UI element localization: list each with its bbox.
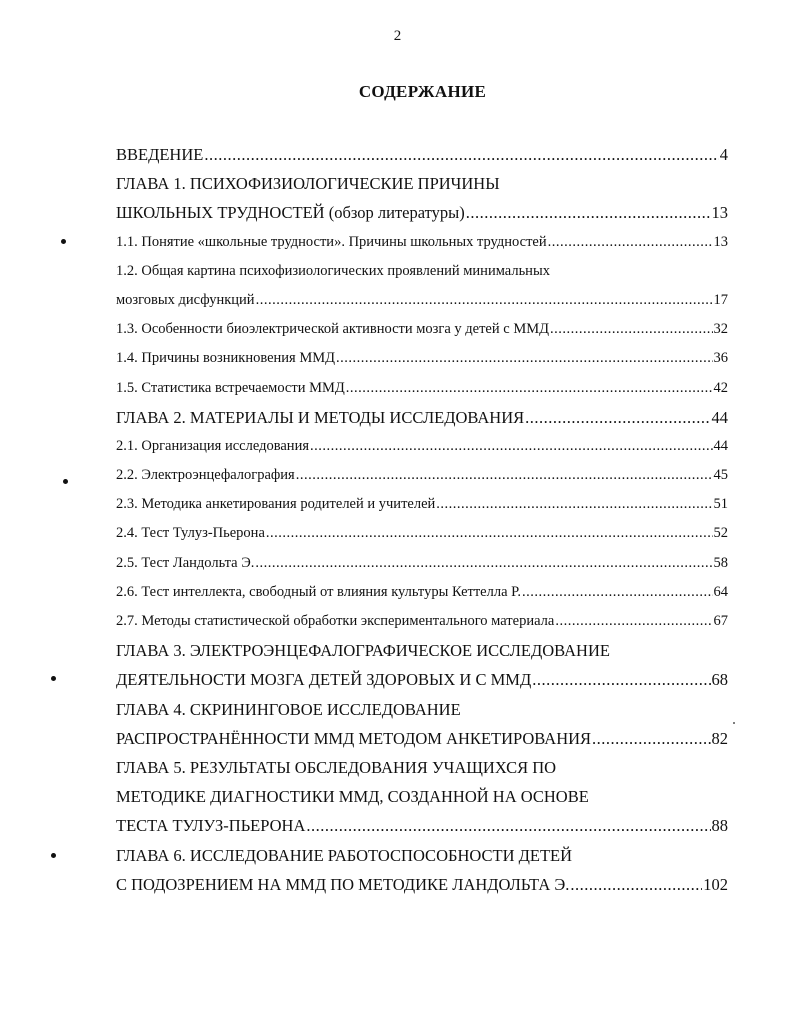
toc-dot-leader (550, 315, 713, 344)
page-title: СОДЕРЖАНИЕ (358, 82, 487, 101)
toc-entry-title: ГЛАВА 5. РЕЗУЛЬТАТЫ ОБСЛЕДОВАНИЯ УЧАЩИХСЯ ПО (116, 757, 557, 777)
toc-entry (116, 753, 728, 782)
toc-entry-title: 1.1. Понятие «школьные трудности». Причины школьных трудностей (116, 233, 547, 250)
toc-entry-page: 58 (713, 554, 728, 571)
toc-entry-page: 17 (713, 291, 728, 308)
toc-dot-leader (346, 374, 713, 403)
toc-entry (116, 461, 728, 490)
toc-dot-leader (548, 228, 713, 257)
toc-entry (116, 344, 728, 373)
toc-entry-page: 67 (713, 613, 728, 629)
toc-entry (116, 228, 728, 257)
toc-entry-title: ГЛАВА 2. МАТЕРИАЛЫ И МЕТОДЫ ИССЛЕДОВАНИЯ (116, 407, 525, 427)
toc-entry (116, 607, 728, 636)
toc-dot-leader (436, 490, 712, 519)
toc-entry-page: 68 (711, 670, 728, 690)
toc-entry-page: 13 (711, 203, 728, 223)
toc-entry-title: 2.3. Методика анкетирования родителей и учителей (116, 496, 436, 513)
toc-entry-title: ШКОЛЬНЫХ ТРУДНОСТЕЙ (обзор литературы) (116, 203, 465, 223)
toc-entry-title: 1.4. Причины возникновения ММД (116, 350, 336, 367)
toc-entry (116, 665, 728, 694)
toc-entry-title: 1.2. Общая картина психофизиологических проявлений минимальных (116, 262, 550, 279)
toc-entry-title: ДЕЯТЕЛЬНОСТИ МОЗГА ДЕТЕЙ ЗДОРОВЫХ И С ММД (116, 670, 532, 690)
toc-entry-page: 102 (703, 874, 728, 894)
toc-entry-page: 52 (713, 525, 728, 542)
toc-entry-page: 44 (711, 407, 728, 427)
toc-entry (116, 490, 728, 519)
toc-entry (116, 315, 728, 344)
toc-dot-leader (266, 519, 713, 548)
toc-entry (116, 782, 728, 811)
toc-entry (116, 870, 728, 899)
toc-entry-title: ГЛАВА 4. СКРИНИНГОВОЕ ИССЛЕДОВАНИЕ (116, 699, 461, 719)
toc-entry-title: С ПОДОЗРЕНИЕМ НА ММД ПО МЕТОДИКЕ ЛАНДОЛЬТА Э. (116, 874, 570, 894)
toc-entry-page: 32 (713, 321, 728, 338)
toc-entry-title: РАСПРОСТРАНЁННОСТИ ММД МЕТОДОМ АНКЕТИРОВАНИЯ (116, 728, 592, 748)
margin-mark (61, 239, 66, 244)
toc-entry (116, 257, 728, 286)
toc-entry-title: ГЛАВА 1. ПСИХОФИЗИОЛОГИЧЕСКИЕ ПРИЧИНЫ (116, 174, 500, 194)
toc-dot-leader (570, 870, 702, 899)
toc-entry-page: 45 (713, 467, 728, 484)
toc-dot-leader (310, 432, 713, 461)
toc-entry (116, 841, 728, 870)
toc-entry-title: мозговых дисфункций (116, 291, 255, 308)
toc-entry-title: 1.3. Особенности биоэлектрической активности мозга у детей с ММД (116, 321, 549, 338)
toc-entry-title: ГЛАВА 3. ЭЛЕКТРОЭНЦЕФАЛОГРАФИЧЕСКОЕ ИССЛЕДОВАНИЕ (116, 641, 610, 661)
toc-entry (116, 403, 728, 432)
toc-entry-page: 36 (713, 350, 728, 367)
toc-entry-title: ГЛАВА 6. ИССЛЕДОВАНИЕ РАБОТОСПОСОБНОСТИ ДЕТЕЙ (116, 845, 573, 865)
toc-entry-page: 88 (711, 816, 728, 836)
toc-entry-page: 44 (713, 437, 728, 454)
margin-mark (63, 479, 68, 484)
toc-dot-leader (466, 198, 711, 227)
toc-entry-page: 51 (713, 496, 728, 513)
toc-entry-title: ВВЕДЕНИЕ (116, 145, 204, 164)
toc-entry-page: 13 (713, 233, 728, 250)
toc-entry (116, 578, 728, 607)
toc-dot-leader (522, 578, 712, 607)
toc-entry-title: 2.2. Электроэнцефалография (116, 467, 295, 484)
margin-mark (51, 676, 56, 681)
toc-entry-title: МЕТОДИКЕ ДИАГНОСТИКИ ММД, СОЗДАННОЙ НА ОСНОВЕ (116, 787, 589, 807)
toc-entry (116, 374, 728, 403)
toc-entry-page: 82 (711, 728, 728, 748)
margin-mark (733, 722, 735, 724)
toc-dot-leader (555, 607, 712, 636)
page-number: 2 (393, 28, 402, 44)
toc-dot-leader (204, 140, 718, 169)
toc-dot-leader (532, 665, 710, 694)
toc-entry (116, 695, 728, 724)
toc-entry-title: 2.6. Тест интеллекта, свободный от влияния культуры Кеттелла Р. (116, 583, 522, 600)
toc-entry-title: 2.5. Тест Ландольта Э. (116, 554, 255, 571)
margin-mark (51, 853, 56, 858)
table-of-contents (116, 140, 728, 899)
toc-entry (116, 549, 728, 578)
toc-entry (116, 811, 728, 840)
toc-entry-title: ТЕСТА ТУЛУЗ-ПЬЕРОНА (116, 816, 306, 836)
toc-dot-leader (255, 549, 712, 578)
toc-dot-leader (336, 344, 712, 373)
toc-dot-leader (525, 403, 710, 432)
toc-entry (116, 286, 728, 315)
toc-entry (116, 519, 728, 548)
toc-entry (116, 198, 728, 227)
toc-entry-page: 4 (719, 145, 728, 164)
toc-entry-title: 2.4. Тест Тулуз-Пьерона (116, 525, 265, 542)
toc-entry (116, 140, 728, 169)
toc-entry (116, 432, 728, 461)
toc-entry (116, 724, 728, 753)
toc-entry-page: 42 (713, 379, 728, 396)
toc-dot-leader (296, 461, 713, 490)
toc-dot-leader (256, 286, 713, 315)
toc-entry-page: 64 (713, 583, 728, 600)
toc-dot-leader (592, 724, 710, 753)
toc-entry (116, 636, 728, 665)
toc-entry-title: 2.7. Методы статистической обработки экспериментального материала (116, 613, 555, 629)
toc-entry-title: 1.5. Статистика встречаемости ММД (116, 379, 345, 396)
toc-entry-title: 2.1. Организация исследования (116, 437, 309, 454)
toc-dot-leader (306, 811, 710, 840)
toc-entry (116, 169, 728, 198)
